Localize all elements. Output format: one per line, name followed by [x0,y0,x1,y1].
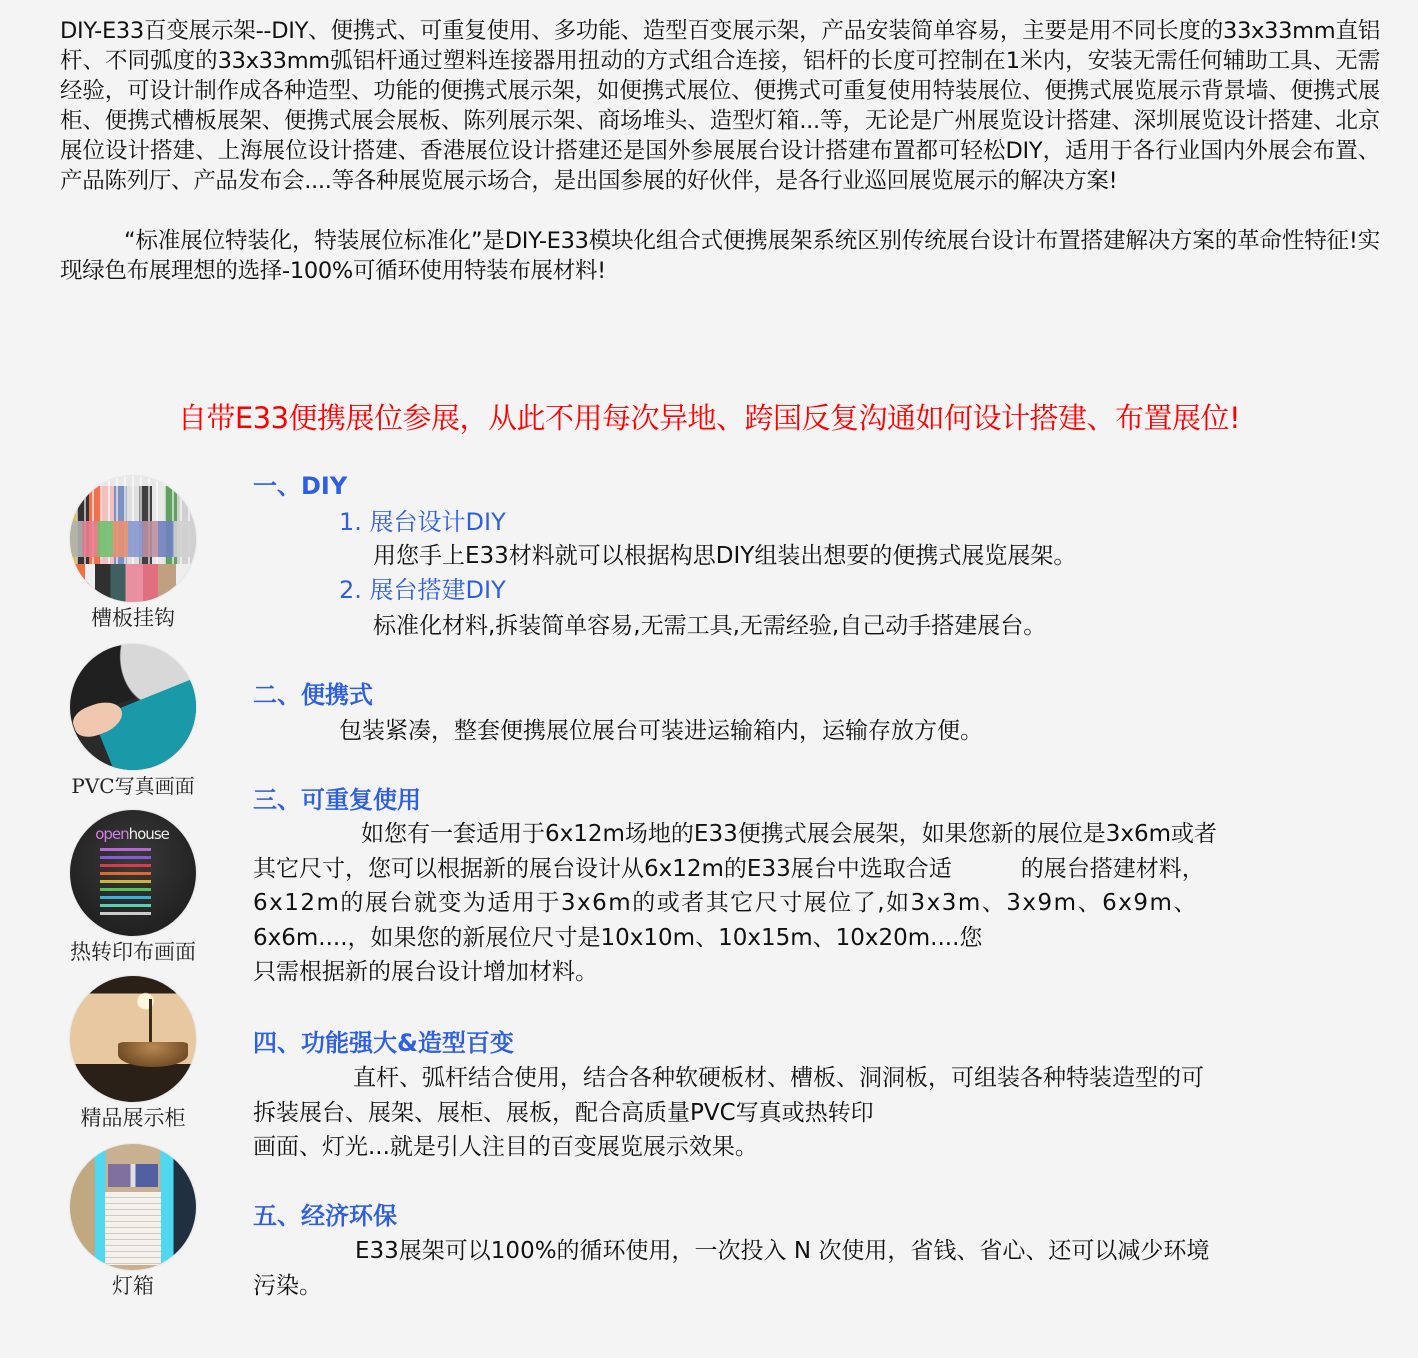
feature-subheading-build-diy: 2. 展台搭建DIY [339,576,506,604]
feature-text-build-diy: 标准化材料,拆装简单容易,无需工具,无需经验,自己动手搭建展台。 [373,613,1047,639]
feature-line: 6x12m的展台就变为适用于3x6m的或者其它尺寸展位了,如3x3m、3x9m、6x9m、 [253,890,1198,916]
thumbnail-caption: PVC写真画面 [71,774,195,798]
display-cabinet-photo-icon [70,976,196,1102]
feature-heading-portable: 二、便携式 [253,681,373,709]
feature-text-design-diy: 用您手上E33材料就可以根据构思DIY组装出想要的便携式展览展架。 [373,543,1077,569]
feature-line: 如您有一套适用于6x12m场地的E33便携式展会展架，如果您新的展位是3x6m或者 [361,821,1217,847]
thumbnail-lightbox [62,1144,204,1300]
feature-heading-versatile: 四、功能强大&造型百变 [253,1029,514,1057]
feature-line: 6x6m....，如果您的新展位尺寸是10x10m、10x15m、10x20m....您 [253,924,983,951]
thumbnail-heat-transfer [62,810,204,966]
feature-line: 画面、灯光...就是引人注目的百变展览展示效果。 [253,1134,758,1160]
feature-heading-reusable: 三、可重复使用 [253,786,421,814]
feature-line: 其它尺寸，您可以根据新的展台设计从6x12m的E33展台中选取合适 的展台搭建材料， [253,855,1205,882]
thumbnail-slatwall-hooks [62,476,204,632]
thumbnail-caption: 精品展示柜 [80,1106,186,1130]
heat-transfer-fabric-photo-icon: openhouse [70,810,196,936]
feature-line: E33展架可以100%的循环使用，一次投入 N 次使用，省钱、省心、还可以减少环境 [355,1238,1210,1264]
thumbnail-caption: 槽板挂钩 [91,606,175,630]
intro-section [60,16,1380,286]
feature-line: 直杆、弧杆结合使用，结合各种软硬板材、槽板、洞洞板，可组装各种特装造型的可 [353,1065,1204,1091]
feature-line: 只需根据新的展台设计增加材料。 [253,959,598,985]
feature-heading-diy: 一、DIY [253,472,348,500]
slatwall-hooks-photo-icon [70,476,196,602]
lightbox-photo-icon [70,1144,196,1270]
feature-text-eco [253,1234,1373,1303]
feature-text-versatile [253,1061,1373,1165]
thumbnail-pvc-print [62,644,204,800]
red-slogan-banner: 自带E33便携展位参展，从此不用每次异地、跨国反复沟通如何设计搭建、布置展位! [177,401,1241,435]
thumbnail-display-cabinet [62,976,204,1132]
feature-subheading-design-diy: 1. 展台设计DIY [339,508,506,536]
intro-paragraph-1: DIY-E33百变展示架--DIY、便携式、可重复使用、多功能、造型百变展示架，产品安装简单容易，主要是用不同长度的33x33mm直铝杆、不同弧度的33x33mm弧铝杆通过塑料连接器用扭动的方式组合连接，铝杆的长度可控制在1米内，安装无需任何辅助工具、无需经验，可设计制作成各种造型、功能的便携式展示架，如便携式展位、便携式可重复使用特装展位、便携式展览展示背景墙、便携式展柜、便携式槽板展架、便携式展会展板、陈列展示架、商场堆头、造型灯箱...等，无论是广州展览设计搭建、深圳展览设计搭建、北京展位设计搭建、上海展位设计搭建、香港展位设计搭建还是国外参展展台设计搭建布置都可轻松DIY，适用于各行业国内外展会布置、产品陈列厅、产品发布会....等各种展览展示场合，是出国参展的好伙伴，是各行业巡回展览展示的解决方案! [60,18,1380,194]
feature-line: 拆装展台、展架、展柜、展板，配合高质量PVC写真或热转印 [253,1099,874,1126]
feature-text-reusable [253,817,1373,990]
intro-paragraph-2: “标准展位特装化，特装展位标准化”是DIY-E33模块化组合式便携展架系统区别传统展台设计布置搭建解决方案的革命性特征!实现绿色布展理想的选择-100%可循环使用特装布展材料! [60,228,1380,284]
feature-text-portable: 包装紧凑，整套便携展位展台可装进运输箱内，运输存放方便。 [339,718,983,744]
pvc-print-photo-icon [70,644,196,770]
thumbnail-caption: 灯箱 [112,1274,154,1298]
feature-line: 污染。 [253,1272,322,1299]
feature-heading-eco: 五、经济环保 [253,1202,397,1230]
thumbnail-caption: 热转印布画面 [70,940,196,964]
